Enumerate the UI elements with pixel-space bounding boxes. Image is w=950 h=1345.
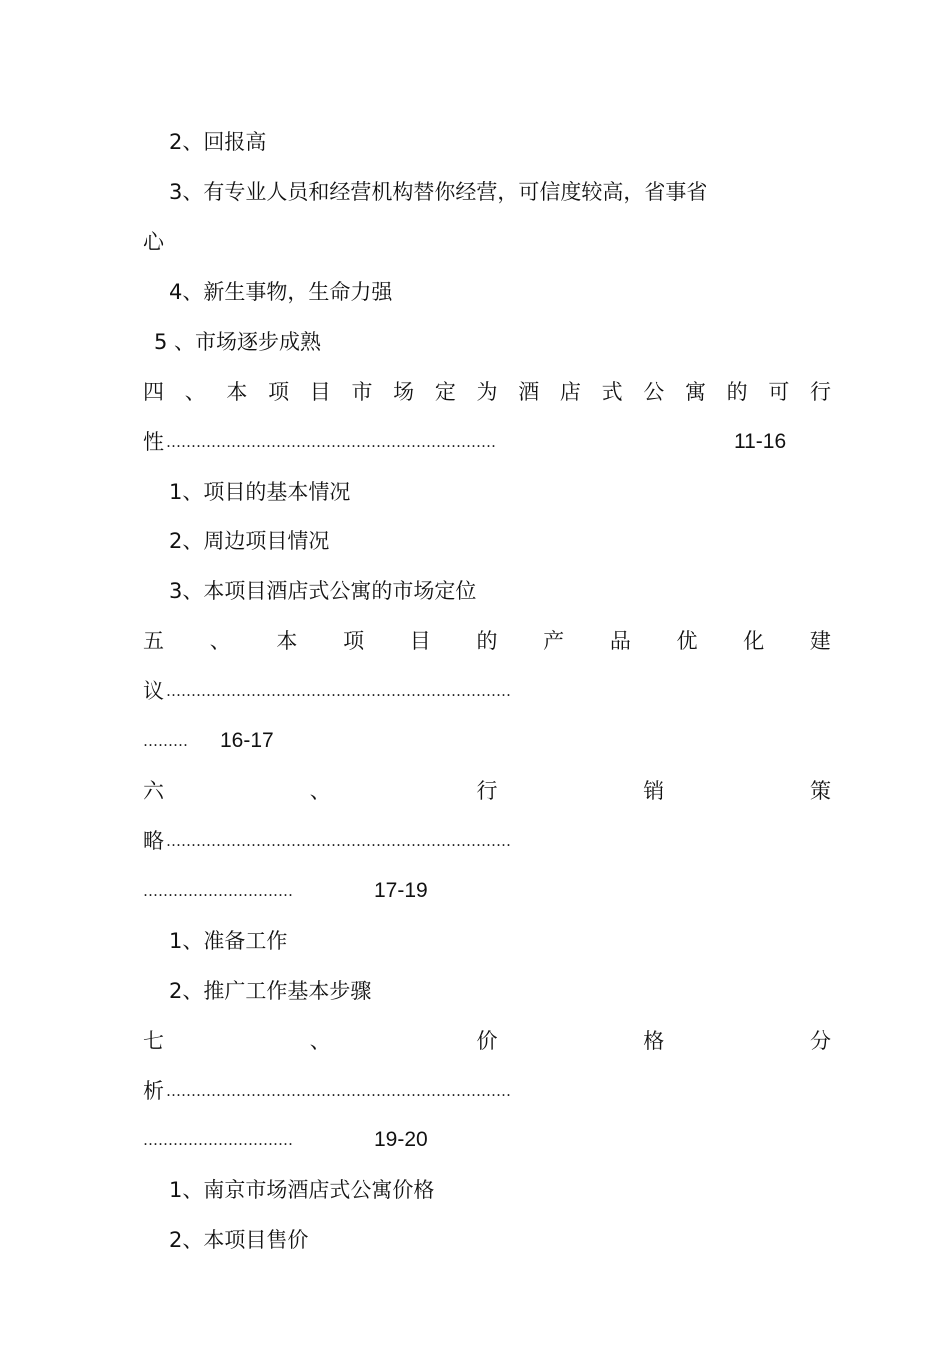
toc-leader: …………………………………………………………… [166,682,511,700]
toc-page-range: 11-16 [734,430,787,453]
toc-leader: ………………………… [143,1131,293,1149]
list-item: 1、准备工作 [169,929,288,953]
list-item: 1、南京市场酒店式公寓价格 [169,1178,435,1202]
heading-char: 项 [268,380,290,404]
heading-char: 的 [476,629,498,653]
heading-char: 的 [726,380,748,404]
toc-leader: …………………………………………………………… [166,1082,511,1100]
heading-char: 酒 [518,380,540,404]
heading-char: 本 [226,380,248,404]
heading-char: 公 [643,380,665,404]
heading-char: 分 [810,1029,831,1053]
heading-char: 项 [343,629,365,653]
heading-char: 定 [434,380,456,404]
heading-char: 格 [643,1029,665,1053]
list-item: 4、新生事物，生命力强 [169,280,393,304]
heading-char: 策 [810,779,831,803]
list-item: 2、本项目售价 [169,1228,309,1252]
toc-leader: ……… [143,732,188,750]
heading-char: 市 [351,380,373,404]
list-item: 2、周边项目情况 [169,529,330,553]
heading-char: 为 [476,380,498,404]
toc-heading-continuation: 略 [143,829,164,853]
heading-char: 、 [184,380,206,404]
toc-heading-continuation: 性 [143,430,164,454]
heading-char: 化 [743,629,765,653]
heading-char: 可 [768,380,790,404]
heading-char: 七 [143,1029,164,1053]
heading-char: 目 [409,629,431,653]
heading-char: 五 [143,629,164,653]
list-item: 2、推广工作基本步骤 [169,979,372,1003]
heading-char: 优 [676,629,698,653]
heading-char: 、 [309,1029,331,1053]
toc-leader: ………………………… [143,882,293,900]
list-item-continuation: 心 [143,230,164,254]
toc-page-range: 17-19 [374,879,428,902]
heading-char: 产 [543,629,565,653]
heading-char: 销 [643,779,665,803]
toc-leader: ………………………………………………………… [166,433,496,451]
heading-char: 场 [393,380,415,404]
heading-char: 、 [309,779,331,803]
list-item: 5 、市场逐步成熟 [154,330,322,354]
heading-char: 店 [559,380,581,404]
heading-char: 行 [476,779,498,803]
list-item: 1、项目的基本情况 [169,480,351,504]
heading-char: 六 [143,779,164,803]
toc-heading-sec7 [143,1027,831,1055]
heading-char: 品 [609,629,631,653]
heading-char: 、 [209,629,231,653]
toc-heading-sec6 [143,777,831,805]
heading-char: 价 [476,1029,498,1053]
toc-leader: …………………………………………………………… [166,832,511,850]
toc-heading-continuation: 析 [143,1079,164,1103]
heading-char: 建 [809,629,831,653]
toc-page-range: 19-20 [374,1128,428,1151]
list-item: 3、有专业人员和经营机构替你经营，可信度较高，省事省 [169,180,708,204]
list-item: 2、回报高 [169,130,267,154]
heading-char: 行 [810,380,831,404]
toc-heading-sec4 [143,378,831,406]
list-item: 3、本项目酒店式公寓的市场定位 [169,579,477,603]
toc-heading-sec5 [143,627,831,655]
heading-char: 式 [601,380,623,404]
heading-char: 寓 [684,380,706,404]
heading-char: 四 [143,380,164,404]
toc-page-range: 16-17 [220,729,274,752]
heading-char: 目 [309,380,331,404]
heading-char: 本 [276,629,298,653]
toc-heading-continuation: 议 [143,679,164,703]
